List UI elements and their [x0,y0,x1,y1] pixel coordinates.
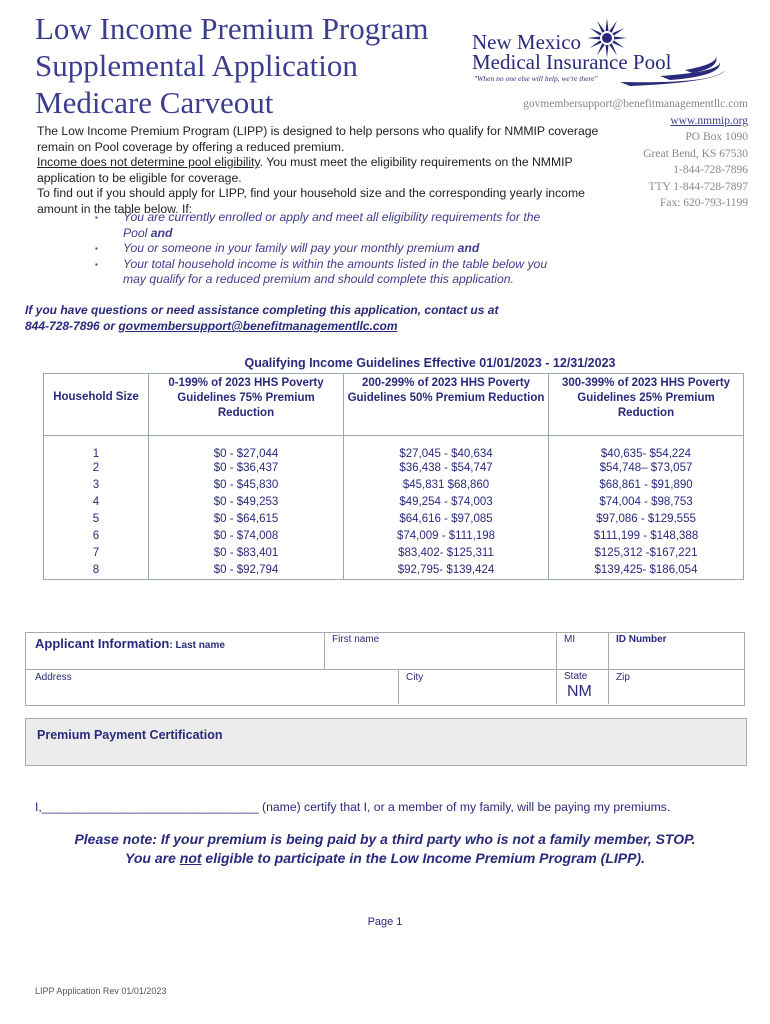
third-party-note [0,830,770,868]
contact-email[interactable]: govmembersupport@benefitmanagementllc.com [523,98,748,110]
table-cell: $54,748– $73,057 [549,460,744,477]
contact-tty: TTY 1-844-728-7897 [648,180,748,193]
intro-paragraph-1: The Low Income Premium Program (LIPP) is designed to help persons who qualify for NMMIP coverage remain on Pool coverage by offering a reduced premium. [37,124,599,154]
premium-certification-heading: Premium Payment Certification [37,728,223,742]
logo-line-2: Medical Insurance Pool [472,50,672,74]
table-cell: $27,045 - $40,634 [344,436,549,460]
table-cell: $0 - $83,401 [149,545,344,562]
table-cell: $68,861 - $91,890 [549,477,744,494]
title-line-3: Medicare Carveout [35,85,274,120]
bullet-bold: and [457,241,480,255]
bullet-item [95,241,565,257]
questions-line-1: If you have questions or need assistance completing this application, contact us at [25,303,499,317]
bullet-text: You or someone in your family will pay your monthly premium [123,241,458,255]
table-cell: 7 [44,545,149,562]
income-guidelines-table [43,373,744,580]
questions-email-link[interactable]: govmembersupport@benefitmanagementllc.com [118,319,398,333]
note-line-2-post: eligible to participate in the Low Income Premium Program (LIPP). [201,850,645,866]
table-row [44,477,744,494]
table-cell: $64,616 - $97,085 [344,511,549,528]
bullet-text: Your total household income is within the amounts listed in the table below you may qualify for a reduced premium and should complete this application. [123,256,548,286]
table-cell: $0 - $74,008 [149,528,344,545]
last-name-label: : Last name [169,640,225,651]
table-cell: $0 - $49,253 [149,494,344,511]
col-header-0-199: 0-199% of 2023 HHS Poverty Guidelines 75% Premium Reduction [149,374,344,436]
table-cell: 5 [44,511,149,528]
table-cell: 3 [44,477,149,494]
divider [324,632,325,669]
address-label: Address [35,672,72,683]
table-cell: $83,402- $125,311 [344,545,549,562]
nmmip-logo [470,12,730,92]
logo-tagline: "When no one else will help, we're there" [474,74,598,83]
questions-phone: 844-728-7896 or [25,319,119,333]
mi-label: MI [564,634,576,645]
table-cell: $0 - $92,794 [149,562,344,580]
questions-contact [25,302,498,334]
table-cell: $36,438 - $54,747 [344,460,549,477]
note-line-2-not: not [179,850,202,866]
contact-phone: 1-844-728-7896 [673,164,748,176]
divider [556,632,557,704]
questions-line-2 [25,318,498,334]
applicant-divider [25,669,745,670]
table-cell: $0 - $64,615 [149,511,344,528]
table-row [44,511,744,528]
certification-statement: I,________________________________ (name) certify that I, or a member of my family, will be paying my premiums. [35,800,671,814]
intro-paragraph-3: To find out if you should apply for LIPP, find your household size and the corresponding yearly income amount in the table below. If: [37,186,585,216]
applicant-heading [35,636,225,651]
title-line-2: Supplemental Application [35,48,358,83]
table-cell: $92,795- $139,424 [344,562,549,580]
table-cell: 6 [44,528,149,545]
first-name-label: First name [332,634,380,645]
table-cell: $45,831 $68,860 [344,477,549,494]
table-row [44,436,744,460]
table-row [44,460,744,477]
table-cell: 2 [44,460,149,477]
bullet-bold: and [150,225,173,240]
table-cell: $139,425- $186,054 [549,562,744,580]
bullet-icon: ▪ [95,259,98,269]
bullet-icon: ▪ [95,213,98,222]
contact-city: Great Bend, KS 67530 [643,147,748,160]
divider [608,632,609,704]
intro-paragraph-2 [37,155,617,186]
page-number: Page 1 [367,916,403,928]
logo-line-1: New Mexico [472,30,582,54]
note-line-2 [0,849,770,868]
revision-label: LIPP Application Rev 01/01/2023 [35,986,167,996]
table-cell: $0 - $45,830 [149,477,344,494]
col-header-household-size: Household Size [44,374,149,436]
contact-fax: Fax: 620-793-1199 [659,197,748,209]
city-label: City [406,672,424,683]
col-header-300-399: 300-399% of 2023 HHS Poverty Guidelines 25% Premium Reduction [549,374,744,436]
col-header-200-299: 200-299% of 2023 HHS Poverty Guidelines 50% Premium Reduction [344,374,549,436]
id-number-label: ID Number [616,634,667,645]
po-box: PO Box 1090 [685,131,748,143]
income-table-title: Qualifying Income Guidelines Effective 01/01/2023 - 12/31/2023 [244,356,616,370]
applicant-heading-text: Applicant Information [35,636,170,651]
table-cell: 8 [44,562,149,580]
table-cell: 1 [44,436,149,460]
title-line-1: Low Income Premium Program [35,11,429,46]
state-label: State [564,671,588,682]
divider [398,669,399,704]
bullet-item [95,210,565,241]
table-row [44,528,744,545]
note-line-1: Please note: If your premium is being paid by a third party who is not a family member, STOP. [74,831,696,847]
table-cell: $125,312 -$167,221 [549,545,744,562]
bullet-icon: ▪ [95,244,98,253]
table-row [44,562,744,580]
intro-paragraph-2-rest: . You must meet the eligibility requirements on the NMMIP application to be eligible for coverage. [37,155,573,185]
website-link[interactable]: www.nmmip.org [670,114,748,127]
table-cell: $0 - $27,044 [149,436,344,460]
table-row [44,545,744,562]
table-cell: $111,199 - $148,388 [549,528,744,545]
table-cell: $40,635- $54,224 [549,436,744,460]
table-cell: $49,254 - $74,003 [344,494,549,511]
eligibility-bullet-list [95,210,565,288]
income-table-body [44,436,744,580]
table-cell: 4 [44,494,149,511]
table-cell: $74,004 - $98,753 [549,494,744,511]
bullet-text: You are currently enrolled or apply and meet all eligibility requirements for the Pool [123,210,541,240]
table-row [44,494,744,511]
bullet-item [95,257,565,288]
state-value[interactable]: NM [567,683,592,700]
eligibility-note: Income does not determine pool eligibility [37,155,260,169]
table-cell: $74,009 - $111,198 [344,528,549,545]
table-cell: $0 - $36,437 [149,460,344,477]
note-line-2-pre: You are [125,850,180,866]
zip-label: Zip [616,672,630,683]
premium-certification-section [25,718,747,766]
table-cell: $97,086 - $129,555 [549,511,744,528]
document-title [35,10,428,121]
intro-text [37,124,617,217]
